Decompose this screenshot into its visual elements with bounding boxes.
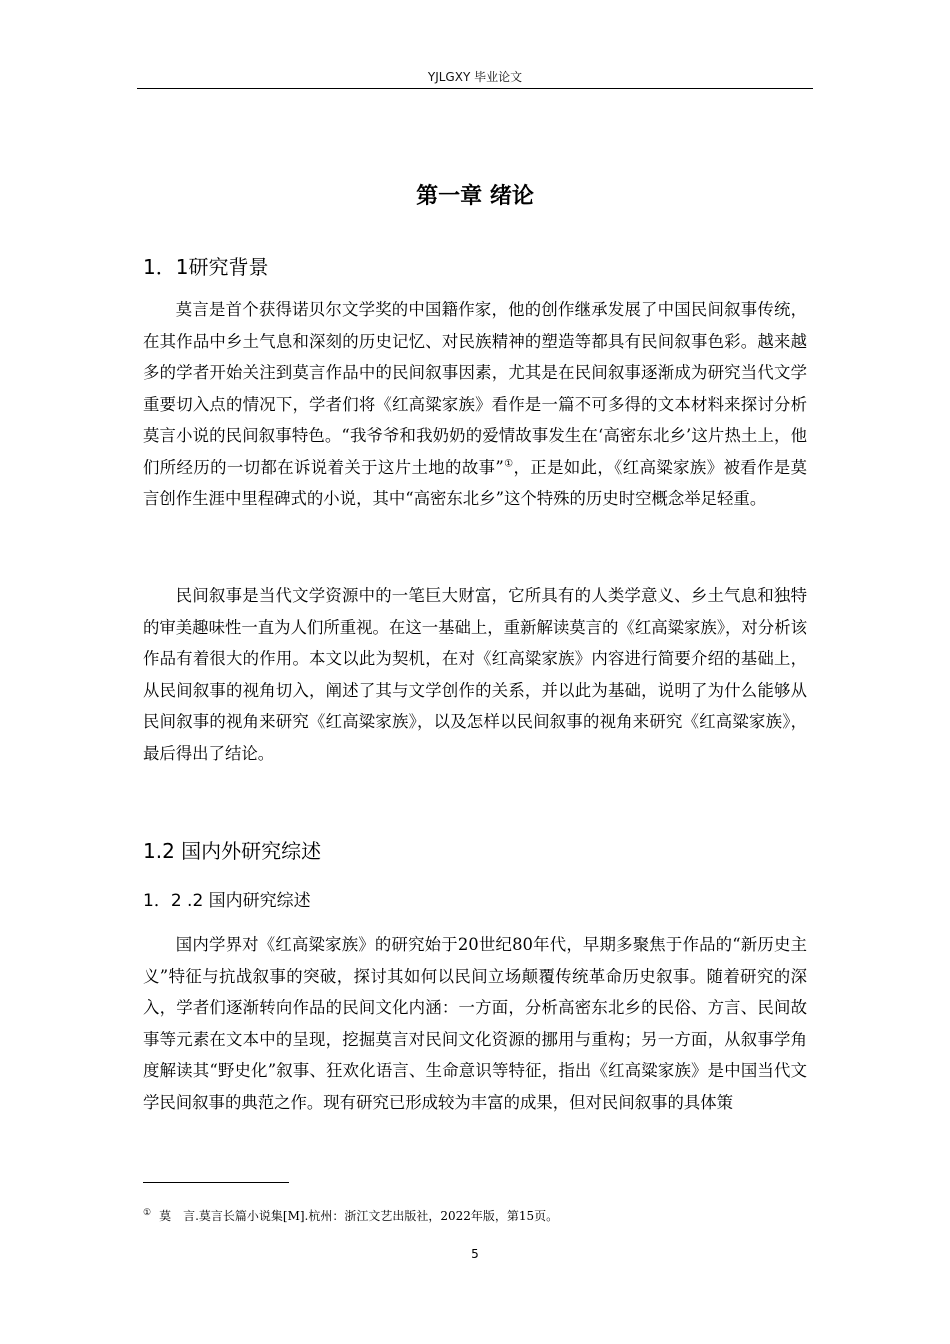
section-heading-literature-review: 1.2 国内外研究综述 xyxy=(143,839,322,863)
body-paragraph xyxy=(143,294,807,515)
subsection-heading-domestic-review: 1．2 .2 国内研究综述 xyxy=(143,891,311,911)
footnote-text: 莫 言.莫言长篇小说集[M].杭州：浙江文艺出版社，2022年版，第15页。 xyxy=(159,1209,559,1223)
footnote-mark: ① xyxy=(143,1208,152,1218)
body-paragraph: 国内学界对《红高粱家族》的研究始于20世纪80年代，早期多聚焦于作品的“新历史主义”特征与抗战叙事的突破，探讨其如何以民间立场颠覆传统革命历史叙事。随着研究的深入，学者们逐渐转向作品的民间文化内涵：一方面，分析高密东北乡的民俗、方言、民间故事等元素在文本中的呈现，挖掘莫言对民间文化资源的挪用与重构；另一方面，从叙事学角度解读其“野史化”叙事、狂欢化语言、生命意识等特征，指出《红高粱家族》是中国当代文学民间叙事的典范之作。现有研究已形成较为丰富的成果，但对民间叙事的具体策 xyxy=(143,935,807,1112)
footnote-reference[interactable]: ① xyxy=(503,458,514,470)
header-divider xyxy=(137,88,813,89)
paragraph-text: 莫言是首个获得诺贝尔文学奖的中国籍作家，他的创作继承发展了中国民间叙事传统，在其作品中乡土气息和深刻的历史记忆、对民族精神的塑造等都具有民间叙事色彩。越来越多的学者开始关注到莫言作品中的民间叙事因素，尤其是在民间叙事逐渐成为研究当代文学重要切入点的情况下，学者们将《红高粱家族》看作是一篇不可多得的文本材料来探讨分析莫言小说的民间叙事特色。“我爷爷和我奶奶的爱情故事发生在‘高密东北乡’这片热土上，他们所经历的一切都在诉说着关于这片土地的故事” xyxy=(143,300,807,477)
section-heading-research-background: 1．1研究背景 xyxy=(143,255,269,279)
body-paragraph: 民间叙事是当代文学资源中的一笔巨大财富，它所具有的人类学意义、乡土气息和独特的审美趣味性一直为人们所重视。在这一基础上，重新解读莫言的《红高粱家族》，对分析该作品有着很大的作用。本文以此为契机，在对《红高粱家族》内容进行简要介绍的基础上，从民间叙事的视角切入，阐述了其与文学创作的关系，并以此为基础，说明了为什么能够从民间叙事的视角来研究《红高粱家族》，以及怎样以民间叙事的视角来研究《红高粱家族》，最后得出了结论。 xyxy=(143,586,807,763)
footnote xyxy=(143,1208,807,1224)
chapter-title: 第一章 绪论 xyxy=(416,184,534,209)
running-header: YJLGXY 毕业论文 xyxy=(427,70,523,84)
page-number: 5 xyxy=(471,1247,479,1261)
footnote-divider xyxy=(143,1182,289,1183)
paragraph-text: ，正是如此，《红高粱家族》被看作是莫言创作生涯中里程碑式的小说，其中“高密东北乡”这个特殊的历史时空概念举足轻重。 xyxy=(143,457,807,508)
